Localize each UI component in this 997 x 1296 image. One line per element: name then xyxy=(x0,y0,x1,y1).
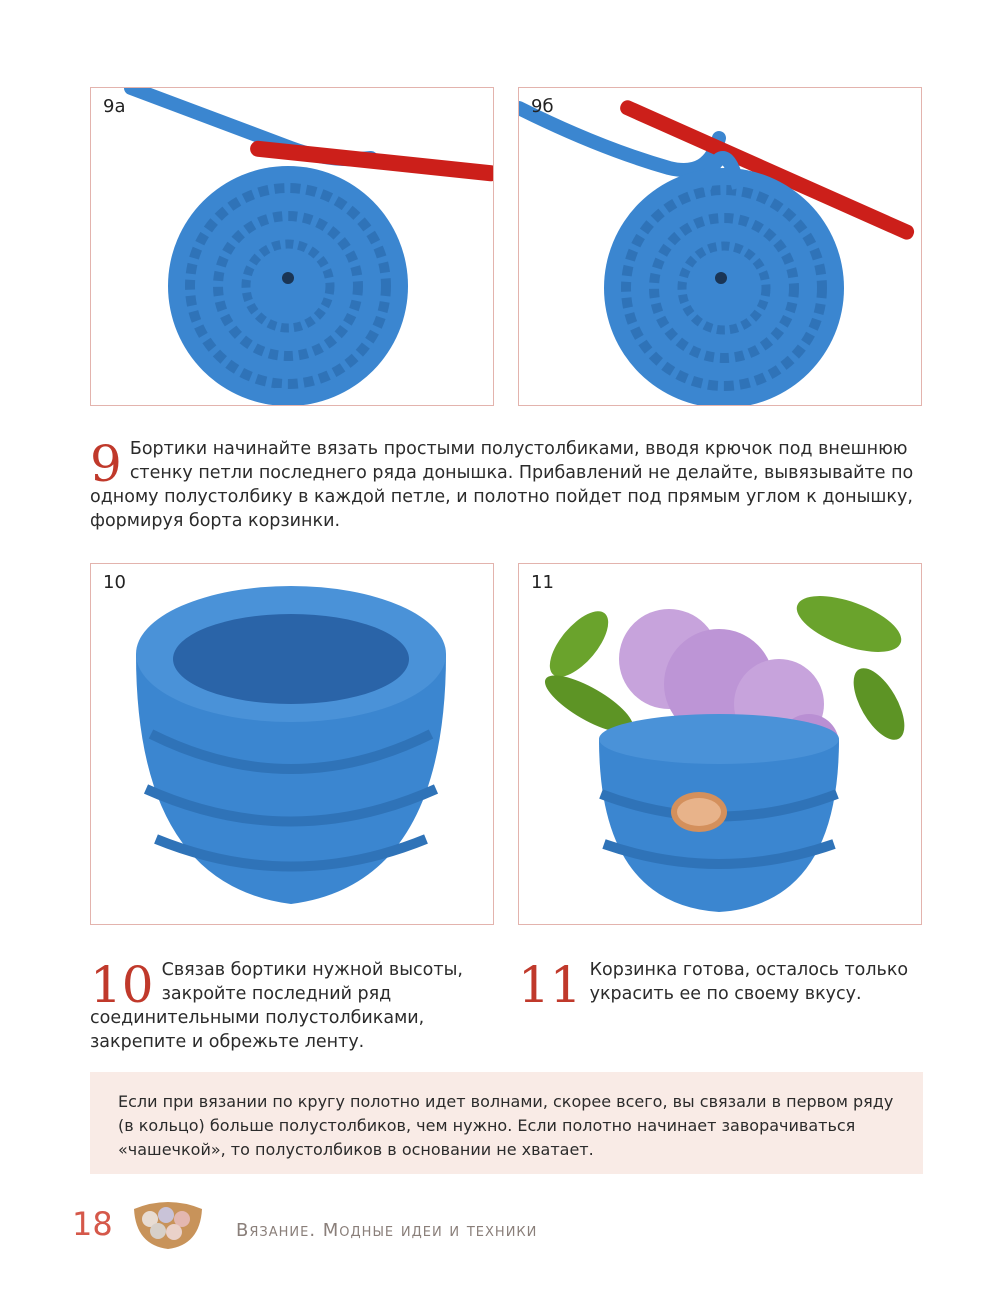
photo-step-9b xyxy=(518,87,922,406)
crochet-circle-image xyxy=(519,88,922,406)
photo-label: 9а xyxy=(103,96,126,117)
tip-note-text: Если при вязании по кругу полотно идет волнами, скорее всего, вы связали в первом ряду (в кольцо) больше полустолбиков, чем нужно. Если полотно начинает заворачиваться «чашечкой», то полустолбиков в основании не хватает. xyxy=(118,1092,894,1159)
step-number: 11 xyxy=(518,956,582,1014)
photo-step-11 xyxy=(518,563,922,925)
book-title: Вязание. Модные идеи и техники xyxy=(236,1220,538,1241)
photo-step-9a xyxy=(90,87,494,406)
photo-step-10 xyxy=(90,563,494,925)
photo-label: 11 xyxy=(531,572,554,593)
photo-label: 10 xyxy=(103,572,126,593)
step-9-text-block xyxy=(90,437,923,533)
yarn-basket-logo-icon xyxy=(128,1195,208,1251)
crochet-basket-image xyxy=(91,564,494,925)
photo-label: 9б xyxy=(531,96,554,117)
crochet-circle-image xyxy=(91,88,494,406)
tip-note-box xyxy=(90,1072,923,1174)
page-number: 18 xyxy=(72,1205,113,1243)
basket-with-lilac-image xyxy=(519,564,922,925)
step-number: 9 xyxy=(90,435,122,493)
step-description: Корзинка готова, осталось только украсить ее по своему вкусу. xyxy=(589,960,909,1004)
step-11-text-block xyxy=(518,956,923,1014)
step-10-text-block xyxy=(90,958,475,1054)
step-description: Бортики начинайте вязать простыми полустолбиками, вводя крючок под внешнюю стенку петли последнего ряда донышка. Прибавлений не делайте, вывязывайте по одному полустолбику в каждой петле, и полотно пойдет под прямым углом к донышку, формируя борта корзинки. xyxy=(90,439,914,531)
step-description: Связав бортики нужной высоты, закройте последний ряд соединительными полустолбиками, закрепите и обрежьте ленту. xyxy=(90,960,463,1052)
step-number: 10 xyxy=(90,956,154,1014)
